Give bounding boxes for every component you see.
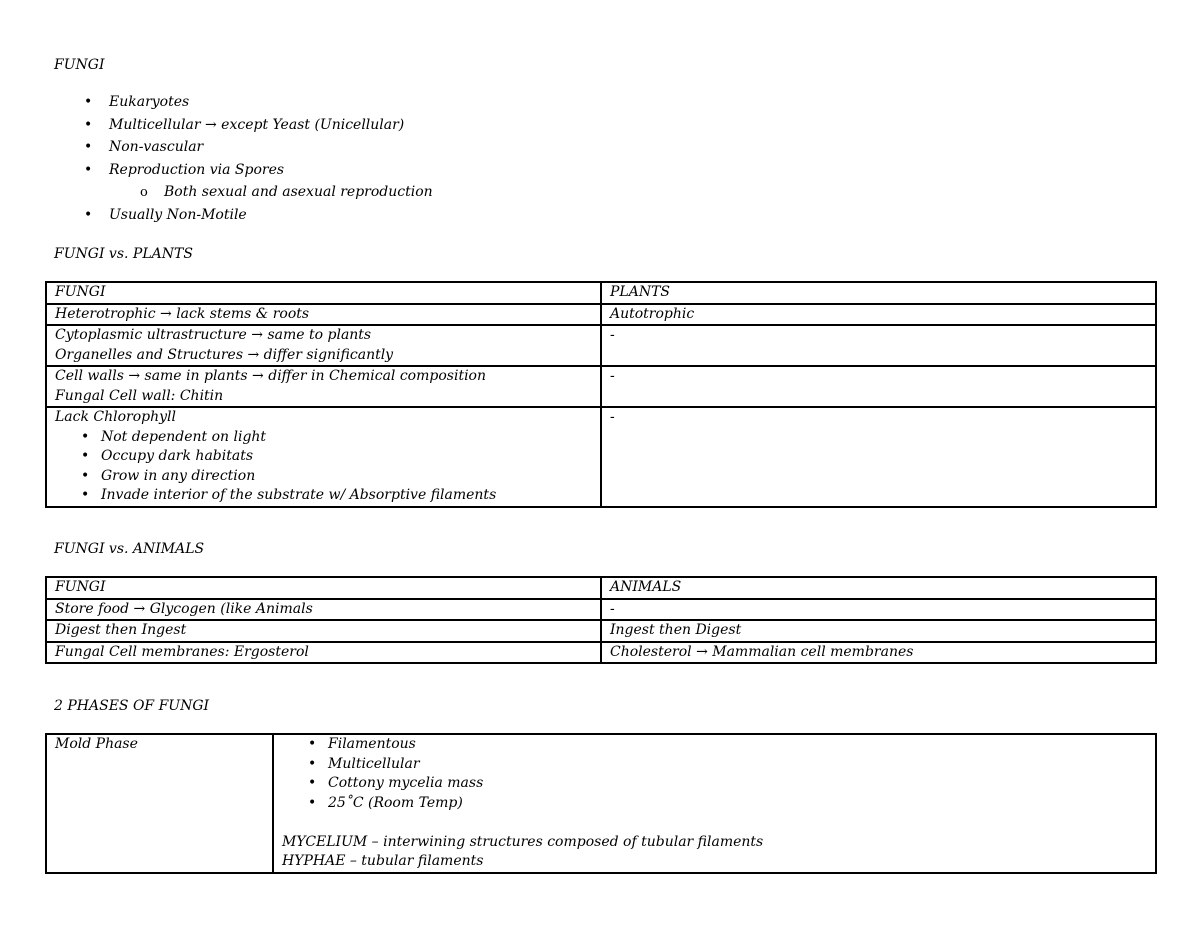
table-row xyxy=(46,407,1156,507)
fungi-cell xyxy=(46,366,601,407)
cell-line: Fungal Cell wall: Chitin xyxy=(55,387,224,404)
table-row xyxy=(46,304,1156,326)
list-item: • Filamentous xyxy=(282,735,1147,755)
plants-cell: - xyxy=(601,325,1156,366)
cell-line: Organelles and Structures → differ significantly xyxy=(55,346,394,363)
cell-bullet-list xyxy=(55,428,592,506)
fungi-title: FUNGI xyxy=(54,57,105,73)
plants-cell: - xyxy=(601,407,1156,507)
phases-table xyxy=(45,733,1157,874)
fungi-vs-animals-table xyxy=(45,576,1157,664)
animals-cell: - xyxy=(601,599,1156,621)
phase-traits-list xyxy=(282,735,1147,813)
list-item: • Multicellular xyxy=(282,755,1147,775)
cell-line: Cytoplasmic ultrastructure → same to plants xyxy=(55,327,372,343)
list-item: • Occupy dark habitats xyxy=(55,447,592,467)
phase-name-cell xyxy=(46,734,273,873)
definition-line: HYPHAE – tubular filaments xyxy=(282,853,484,869)
list-item: • Not dependent on light xyxy=(55,428,592,448)
phase-definitions xyxy=(282,833,1147,872)
table-header-row xyxy=(46,282,1156,304)
list-item: • Cottony mycelia mass xyxy=(282,774,1147,794)
fungi-cell: Digest then Ingest xyxy=(46,620,601,642)
table-header-row xyxy=(46,577,1156,599)
table-row xyxy=(46,366,1156,407)
cell-line: Lack Chlorophyll xyxy=(55,409,177,425)
cell-line: Heterotrophic → lack stems & roots xyxy=(55,305,310,322)
column-header: ANIMALS xyxy=(601,577,1156,599)
plants-cell: - xyxy=(601,366,1156,407)
column-header: PLANTS xyxy=(601,282,1156,304)
animals-cell: Cholesterol → Mammalian cell membranes xyxy=(601,642,1156,664)
list-item: • Multicellular → except Yeast (Unicellular) xyxy=(54,116,754,139)
fungi-cell xyxy=(46,407,601,507)
definition-line: MYCELIUM – interwining structures composed of tubular filaments xyxy=(282,833,764,850)
fungi-cell: Fungal Cell membranes: Ergosterol xyxy=(46,642,601,664)
fungi-characteristics-list xyxy=(54,93,754,229)
table-row xyxy=(46,599,1156,621)
list-item: • Eukaryotes xyxy=(54,93,754,116)
list-item: • Invade interior of the substrate w/ Absorptive filaments xyxy=(55,486,592,506)
table-row xyxy=(46,642,1156,664)
list-item: • Reproduction via Spores xyxy=(54,161,754,184)
table-row xyxy=(46,734,1156,873)
table-row xyxy=(46,325,1156,366)
animals-cell: Ingest then Digest xyxy=(601,620,1156,642)
table-row xyxy=(46,620,1156,642)
phases-title: 2 PHASES OF FUNGI xyxy=(54,698,210,714)
column-header: FUNGI xyxy=(46,577,601,599)
plants-cell: Autotrophic xyxy=(601,304,1156,326)
fungi-cell xyxy=(46,325,601,366)
column-header: FUNGI xyxy=(46,282,601,304)
fungi-cell: Store food → Glycogen (like Animals xyxy=(46,599,601,621)
cell-line: Cell walls → same in plants → differ in Chemical composition xyxy=(55,368,486,384)
fungi-vs-animals-title: FUNGI vs. ANIMALS xyxy=(54,541,205,557)
list-item: • Usually Non-Motile xyxy=(54,206,754,229)
phase-name: Mold Phase xyxy=(55,736,138,752)
list-item: o Both sexual and asexual reproduction xyxy=(54,183,754,206)
list-item: • Non-vascular xyxy=(54,138,754,161)
phase-details-cell xyxy=(273,734,1156,873)
fungi-vs-plants-title: FUNGI vs. PLANTS xyxy=(54,246,193,262)
list-item: • 25˚C (Room Temp) xyxy=(282,794,1147,814)
fungi-cell xyxy=(46,304,601,326)
list-item: • Grow in any direction xyxy=(55,467,592,487)
fungi-vs-plants-table xyxy=(45,281,1157,508)
